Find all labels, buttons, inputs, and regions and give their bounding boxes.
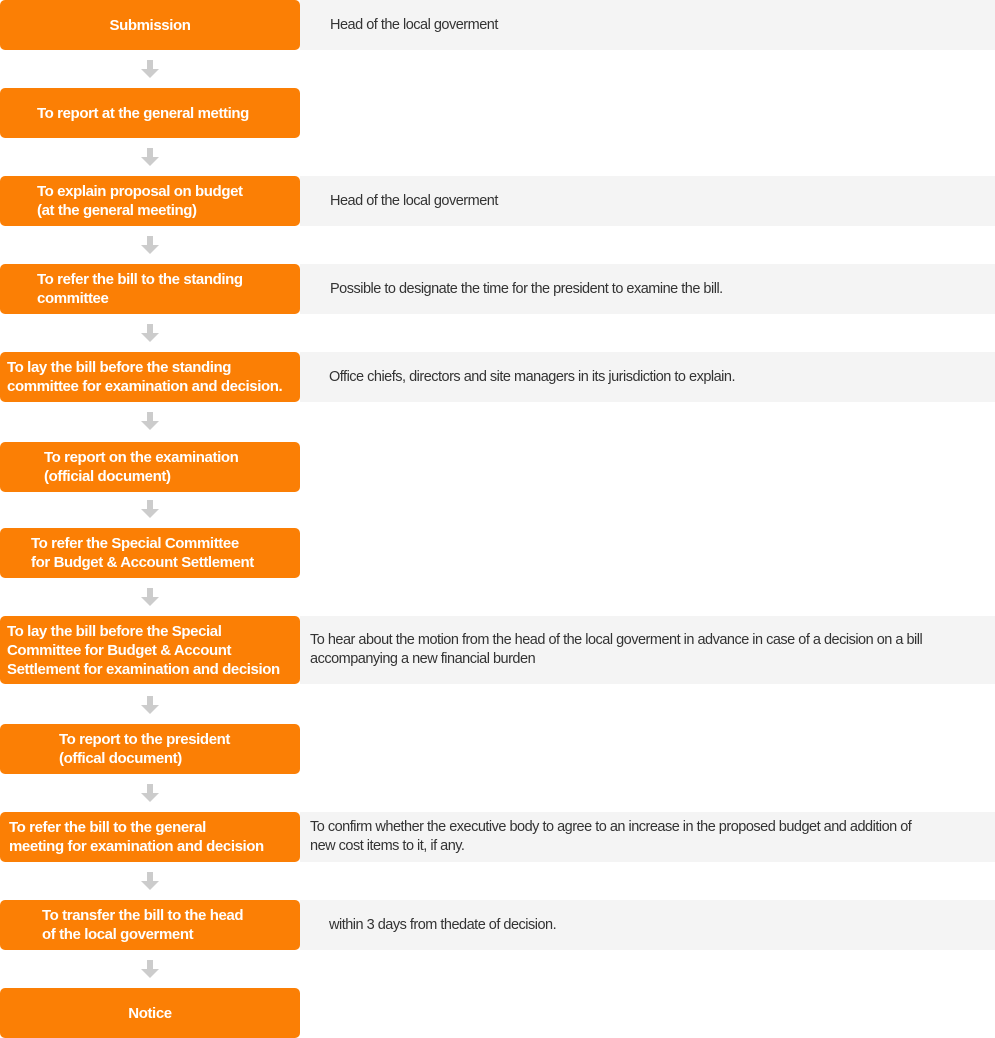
- flow-step-transfer-to-head: [0, 900, 300, 950]
- down-arrow-icon: [141, 60, 159, 78]
- step-label: committee: [37, 290, 109, 307]
- step-label: To refer the Special Committee: [31, 535, 239, 552]
- note-text: To confirm whether the executive body to agree to an increase in the proposed budget and addition of: [310, 819, 912, 835]
- note-text: To hear about the motion from the head of the local goverment in advance in case of a decision on a bill: [310, 632, 923, 648]
- step-note: [300, 352, 995, 402]
- note-text: new cost items to it, if any.: [310, 838, 465, 854]
- step-label: for Budget & Account Settlement: [31, 554, 254, 571]
- flow-step-explain-proposal: [0, 176, 300, 226]
- down-arrow-icon: [141, 500, 159, 518]
- step-note: [300, 616, 995, 684]
- note-text: Possible to designate the time for the president to examine the bill.: [330, 280, 723, 297]
- flow-step-lay-before-special-committee: [0, 616, 300, 684]
- flow-step-refer-general-meeting: [0, 812, 300, 862]
- flow-step-submission: [0, 0, 300, 50]
- step-label: Settlement for examination and decision: [7, 660, 280, 678]
- flow-step-report-general-meeting: [0, 88, 300, 138]
- flow-step-report-president: [0, 724, 300, 774]
- flow-step-refer-standing-committee: [0, 264, 300, 314]
- down-arrow-icon: [141, 696, 159, 714]
- step-label: To refer the bill to the standing: [37, 271, 243, 288]
- down-arrow-icon: [141, 872, 159, 890]
- step-note: [300, 176, 995, 226]
- step-label: To transfer the bill to the head: [42, 907, 244, 924]
- down-arrow-icon: [141, 412, 159, 430]
- down-arrow-icon: [141, 324, 159, 342]
- step-label: (official document): [44, 468, 171, 485]
- note-text: Office chiefs, directors and site managers in its jurisdiction to explain.: [329, 368, 735, 385]
- step-label: Committee for Budget & Account: [7, 641, 232, 659]
- step-label: (offical document): [59, 750, 182, 767]
- down-arrow-icon: [141, 588, 159, 606]
- step-label: meeting for examination and decision: [9, 838, 264, 855]
- down-arrow-icon: [141, 960, 159, 978]
- down-arrow-icon: [141, 148, 159, 166]
- step-label: To refer the bill to the general: [9, 819, 206, 836]
- down-arrow-icon: [141, 784, 159, 802]
- step-label: Notice: [128, 1004, 172, 1022]
- note-text: Head of the local goverment: [330, 16, 498, 33]
- step-label: To lay the bill before the Special: [7, 622, 222, 640]
- step-note: [300, 900, 995, 950]
- note-text: Head of the local goverment: [330, 192, 498, 209]
- step-label: To report to the president: [59, 731, 230, 748]
- step-label: To report on the examination: [44, 449, 239, 466]
- step-label: To lay the bill before the standing: [7, 359, 232, 376]
- note-text: accompanying a new financial burden: [310, 651, 536, 667]
- step-label: To report at the general metting: [37, 104, 249, 122]
- step-note: [300, 812, 995, 862]
- step-label: Submission: [109, 16, 191, 34]
- flow-step-notice: [0, 988, 300, 1038]
- down-arrow-icon: [141, 236, 159, 254]
- step-label: of the local goverment: [42, 926, 194, 943]
- flow-step-lay-before-standing-committee: [0, 352, 300, 402]
- step-label: committee for examination and decision.: [7, 378, 283, 395]
- flow-step-report-examination: [0, 442, 300, 492]
- step-note: [300, 0, 995, 50]
- step-label: To explain proposal on budget: [37, 183, 243, 200]
- step-label: (at the general meeting): [37, 202, 197, 219]
- flow-step-refer-special-committee: [0, 528, 300, 578]
- note-text: within 3 days from thedate of decision.: [329, 916, 557, 933]
- step-note: [300, 264, 995, 314]
